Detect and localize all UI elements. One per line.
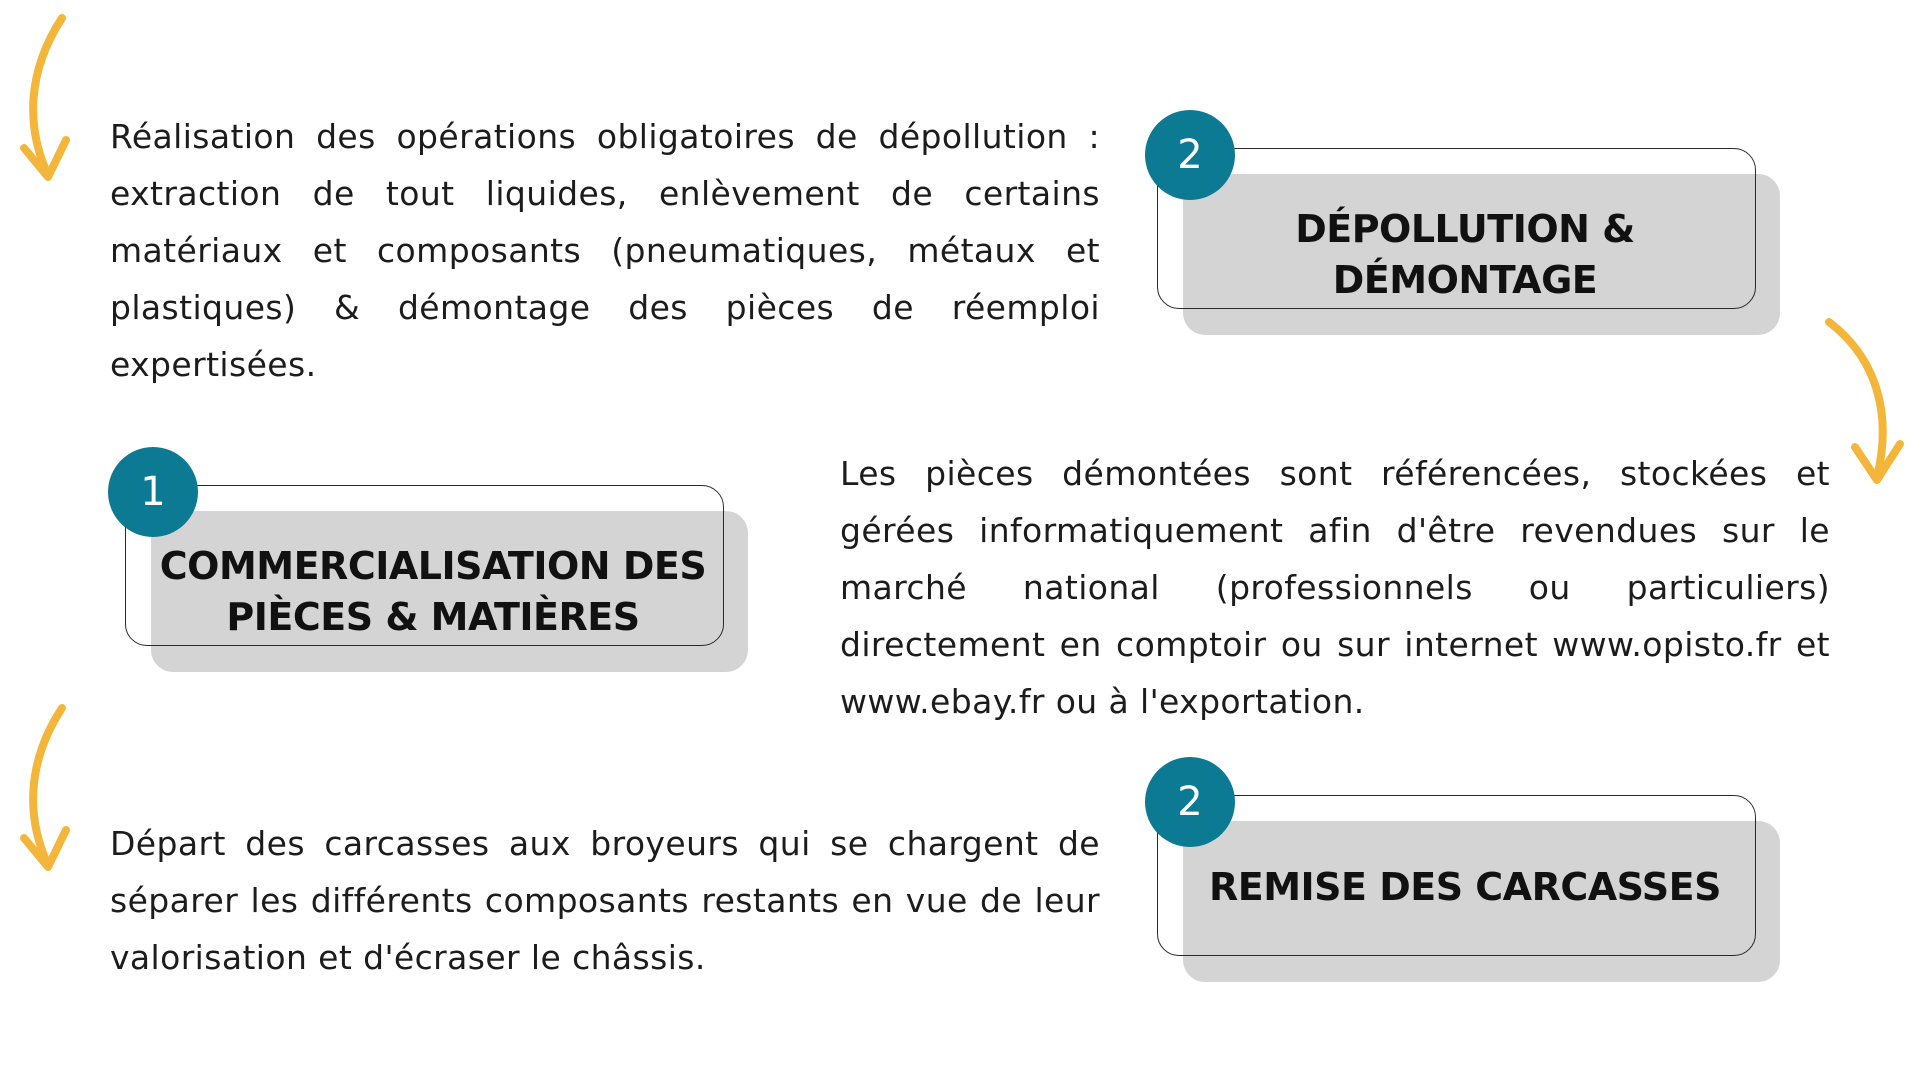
- step-description: Départ des carcasses aux broyeurs qui se chargent de séparer les différents composants restants en vue de leur valorisation et d'écraser le châssis.: [110, 824, 1100, 977]
- step-number-badge: 2: [1145, 757, 1235, 847]
- step-card: [1145, 757, 1780, 982]
- curved-arrow-down-icon: [10, 700, 80, 875]
- step-title: DÉPOLLUTION & DÉMONTAGE: [1295, 207, 1635, 302]
- step-description: Réalisation des opérations obligatoires de dépollution : extraction de tout liquides, enlèvement de certains matériaux et composants (pneumatiques, métaux et plastiques) & démontage des pièces de réemploi expertisées.: [110, 117, 1100, 384]
- step-card: [108, 447, 753, 672]
- step-card: [1145, 110, 1780, 335]
- step-number-badge: 2: [1145, 110, 1235, 200]
- step-number-badge: 1: [108, 447, 198, 537]
- step-description: Les pièces démontées sont référencées, stockées et gérées informatiquement afin d'être revendues sur le marché national (professionnels ou particuliers) directement en comptoir ou sur internet www.opisto.fr et www.ebay.fr ou à l'exportation.: [840, 454, 1830, 721]
- step-title: COMMERCIALISATION DES PIÈCES & MATIÈRES: [159, 544, 707, 639]
- curved-arrow-down-icon: [10, 10, 80, 185]
- step-title: REMISE DES CARCASSES: [1208, 864, 1722, 909]
